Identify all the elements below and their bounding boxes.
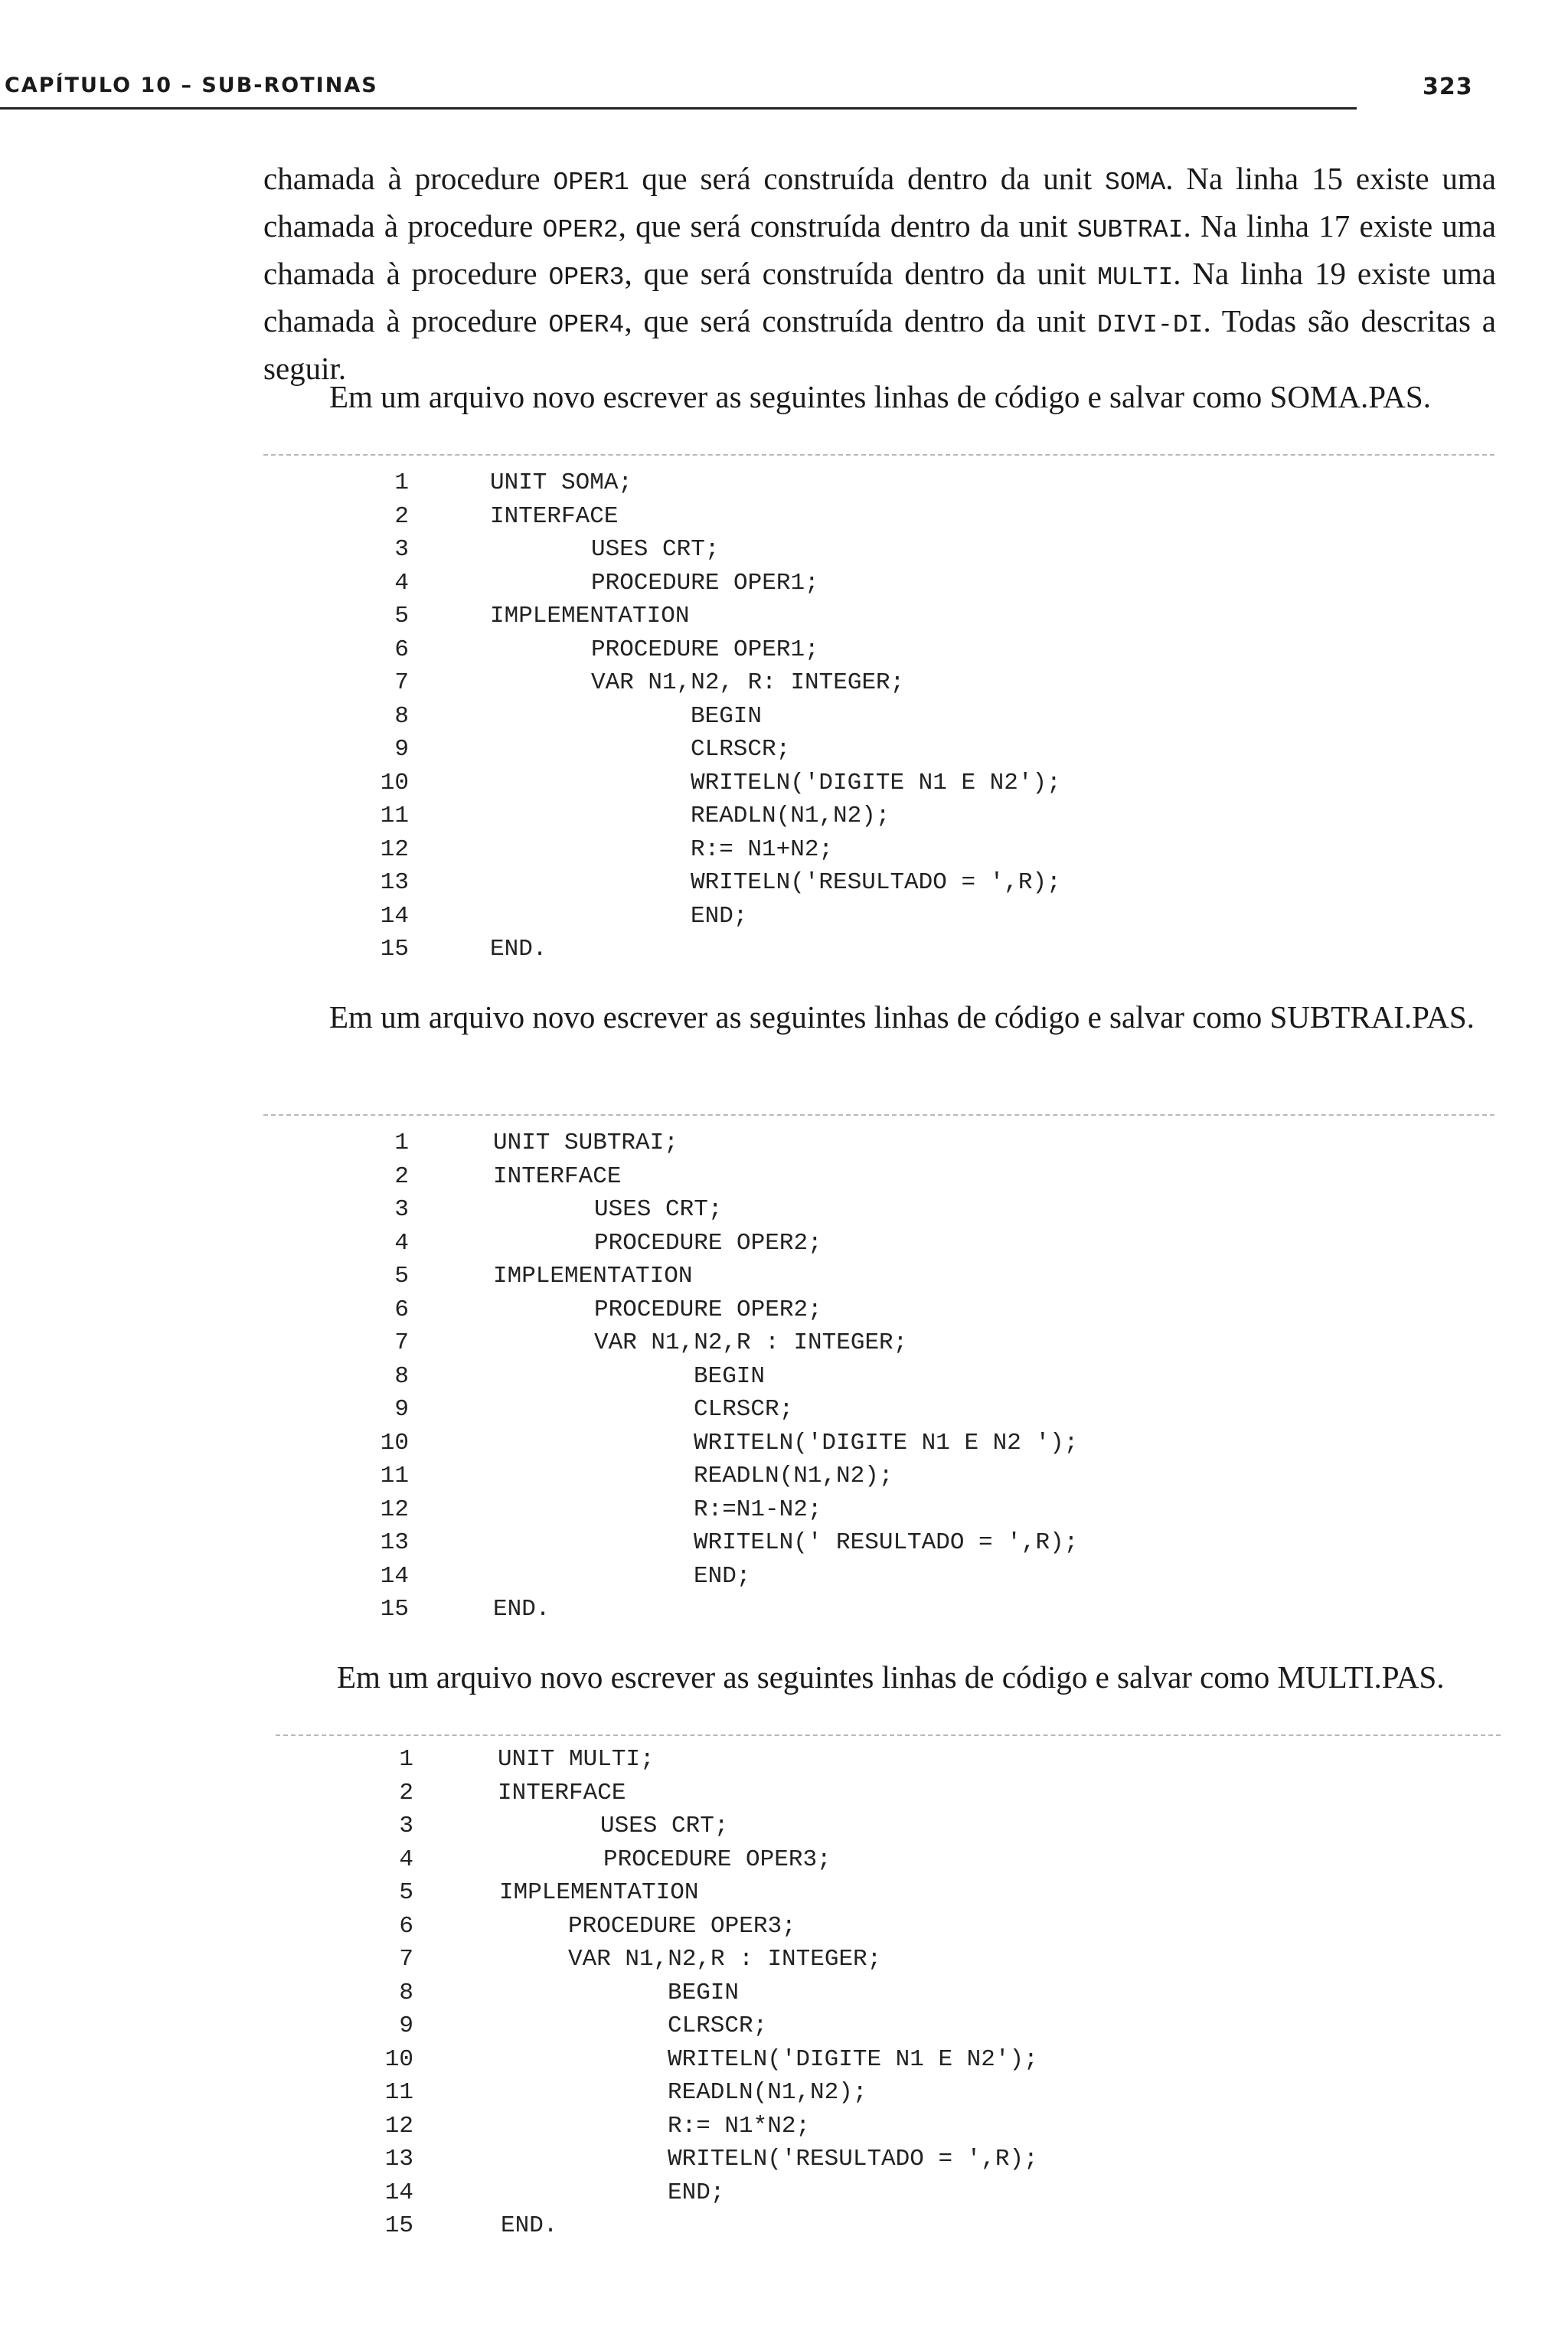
line-number: 11 bbox=[384, 2079, 413, 2106]
intro-text: , que será construída dentro da unit bbox=[624, 256, 1098, 291]
line-code: BEGIN bbox=[694, 1362, 766, 1390]
line-code: INTERFACE bbox=[493, 1162, 622, 1190]
divider bbox=[263, 454, 1494, 456]
line-number: 4 bbox=[399, 1846, 413, 1873]
line-number: 6 bbox=[394, 1296, 409, 1323]
line-code: PROCEDURE OPER3; bbox=[568, 1912, 796, 1940]
inline-code: MULTI bbox=[1097, 263, 1174, 292]
line-code: IMPLEMENTATION bbox=[499, 1879, 699, 1906]
line-code: END. bbox=[490, 936, 547, 963]
line-code: WRITELN(' RESULTADO = ',R); bbox=[694, 1529, 1079, 1556]
line-code: END; bbox=[668, 2179, 725, 2206]
line-code: WRITELN('DIGITE N1 E N2'); bbox=[691, 769, 1061, 796]
page-header bbox=[0, 74, 1357, 110]
line-code: R:=N1-N2; bbox=[694, 1496, 822, 1523]
intro-text: chamada à procedure bbox=[263, 161, 554, 196]
line-code: CLRSCR; bbox=[668, 2012, 768, 2039]
line-number: 9 bbox=[399, 2012, 413, 2039]
intro-text: . Na linha 15 existe uma chamada à procedure bbox=[263, 161, 1497, 244]
line-code: END. bbox=[501, 2212, 558, 2239]
instruction-subtrai: Em um arquivo novo escrever as seguintes linhas de código e salvar como SUBTRAI.PAS. bbox=[329, 999, 1475, 1035]
line-code: READLN(N1,N2); bbox=[691, 803, 890, 829]
line-number: 10 bbox=[380, 769, 409, 796]
line-number: 6 bbox=[394, 636, 409, 663]
line-number: 13 bbox=[380, 1529, 409, 1556]
line-number: 15 bbox=[384, 2212, 413, 2239]
inline-code: OPER1 bbox=[553, 168, 629, 197]
line-number: 2 bbox=[399, 1779, 413, 1806]
line-number: 7 bbox=[394, 669, 409, 696]
inline-code: OPER4 bbox=[548, 311, 625, 339]
line-code: VAR N1,N2,R : INTEGER; bbox=[568, 1946, 882, 1973]
line-number: 7 bbox=[399, 1946, 413, 1973]
line-number: 12 bbox=[380, 1496, 409, 1523]
line-code: VAR N1,N2, R: INTEGER; bbox=[591, 669, 905, 696]
intro-text: . Na linha 17 existe uma chamada à procedure bbox=[263, 208, 1496, 291]
line-code: WRITELN('DIGITE N1 E N2 '); bbox=[694, 1429, 1079, 1456]
line-code: WRITELN('RESULTADO = ',R); bbox=[668, 2146, 1038, 2172]
line-number: 14 bbox=[384, 2179, 413, 2206]
line-number: 15 bbox=[380, 936, 409, 963]
line-code: CLRSCR; bbox=[691, 736, 791, 763]
inline-code: SUBTRAI bbox=[1076, 216, 1184, 244]
line-number: 4 bbox=[394, 569, 409, 597]
line-number: 4 bbox=[394, 1229, 409, 1257]
line-code: INTERFACE bbox=[490, 502, 619, 530]
line-number: 1 bbox=[394, 469, 409, 496]
divider bbox=[276, 1734, 1501, 1736]
line-number: 5 bbox=[399, 1879, 413, 1906]
line-number: 14 bbox=[380, 902, 409, 930]
line-number: 6 bbox=[399, 1912, 413, 1940]
line-number: 2 bbox=[394, 502, 409, 530]
intro-text: . Na linha 19 existe uma chamada à procedure bbox=[263, 256, 1496, 338]
intro-text: que será construída dentro da unit bbox=[629, 161, 1106, 196]
intro-text: , que será construída dentro da unit bbox=[618, 208, 1077, 244]
line-number: 11 bbox=[380, 1463, 409, 1489]
line-code: PROCEDURE OPER1; bbox=[591, 569, 819, 597]
line-code: PROCEDURE OPER3; bbox=[603, 1846, 831, 1873]
line-code: IMPLEMENTATION bbox=[493, 1263, 693, 1290]
line-number: 7 bbox=[394, 1329, 409, 1356]
instruction-multi: Em um arquivo novo escrever as seguintes linhas de código e salvar como MULTI.PAS. bbox=[337, 1659, 1445, 1695]
line-code: UNIT MULTI; bbox=[498, 1746, 655, 1773]
line-number: 5 bbox=[394, 1263, 409, 1290]
line-code: WRITELN('DIGITE N1 E N2'); bbox=[668, 2045, 1038, 2073]
intro-text: . Todas são descritas a seguir. bbox=[263, 303, 1496, 386]
line-number: 1 bbox=[399, 1746, 413, 1773]
chapter-title: CAPÍTULO 10 – SUB-ROTINAS bbox=[5, 74, 378, 97]
line-code: R:= N1+N2; bbox=[691, 835, 834, 863]
line-code: CLRSCR; bbox=[694, 1396, 794, 1423]
line-code: END. bbox=[493, 1596, 550, 1623]
line-number: 13 bbox=[384, 2146, 413, 2172]
line-number: 11 bbox=[380, 803, 409, 829]
line-number: 8 bbox=[394, 1362, 409, 1390]
line-number: 10 bbox=[384, 2045, 413, 2073]
line-number: 12 bbox=[384, 2112, 413, 2140]
line-code: PROCEDURE OPER1; bbox=[591, 636, 819, 663]
line-number: 3 bbox=[394, 536, 409, 563]
line-code: READLN(N1,N2); bbox=[668, 2079, 867, 2106]
line-code: WRITELN('RESULTADO = ',R); bbox=[691, 869, 1061, 896]
page-number: 323 bbox=[1423, 74, 1473, 100]
line-code: BEGIN bbox=[668, 1979, 740, 2006]
line-number: 10 bbox=[380, 1429, 409, 1456]
instruction-soma: Em um arquivo novo escrever as seguintes linhas de código e salvar como SOMA.PAS. bbox=[329, 379, 1431, 414]
line-number: 13 bbox=[380, 869, 409, 896]
line-code: END; bbox=[694, 1562, 751, 1590]
line-number: 14 bbox=[380, 1562, 409, 1590]
line-number: 9 bbox=[394, 736, 409, 763]
inline-code: DIVI-DI bbox=[1096, 311, 1204, 339]
line-code: PROCEDURE OPER2; bbox=[594, 1229, 822, 1257]
intro-text: , que será construída dentro da unit bbox=[624, 303, 1097, 338]
line-code: READLN(N1,N2); bbox=[694, 1463, 893, 1489]
line-code: USES CRT; bbox=[591, 536, 720, 563]
line-code: IMPLEMENTATION bbox=[490, 603, 690, 629]
line-number: 2 bbox=[394, 1162, 409, 1190]
line-code: PROCEDURE OPER2; bbox=[594, 1296, 822, 1323]
inline-code: SOMA bbox=[1105, 168, 1166, 197]
line-number: 5 bbox=[394, 603, 409, 629]
line-code: INTERFACE bbox=[498, 1779, 626, 1806]
line-number: 15 bbox=[380, 1596, 409, 1623]
line-number: 9 bbox=[394, 1396, 409, 1423]
line-number: 12 bbox=[380, 835, 409, 863]
inline-code: OPER3 bbox=[548, 263, 625, 292]
line-code: R:= N1*N2; bbox=[668, 2112, 811, 2140]
divider bbox=[263, 1114, 1494, 1116]
line-code: UNIT SOMA; bbox=[490, 469, 633, 496]
line-code: USES CRT; bbox=[594, 1196, 723, 1223]
line-number: 3 bbox=[399, 1813, 413, 1839]
line-number: 1 bbox=[394, 1130, 409, 1156]
line-code: VAR N1,N2,R : INTEGER; bbox=[594, 1329, 908, 1356]
line-code: END; bbox=[691, 902, 748, 930]
line-number: 8 bbox=[394, 702, 409, 730]
line-code: UNIT SUBTRAI; bbox=[493, 1130, 678, 1156]
line-number: 8 bbox=[399, 1979, 413, 2006]
line-number: 3 bbox=[394, 1196, 409, 1223]
intro-paragraph bbox=[263, 157, 1496, 391]
inline-code: OPER2 bbox=[542, 216, 619, 244]
line-code: USES CRT; bbox=[600, 1813, 729, 1839]
line-code: BEGIN bbox=[691, 702, 763, 730]
